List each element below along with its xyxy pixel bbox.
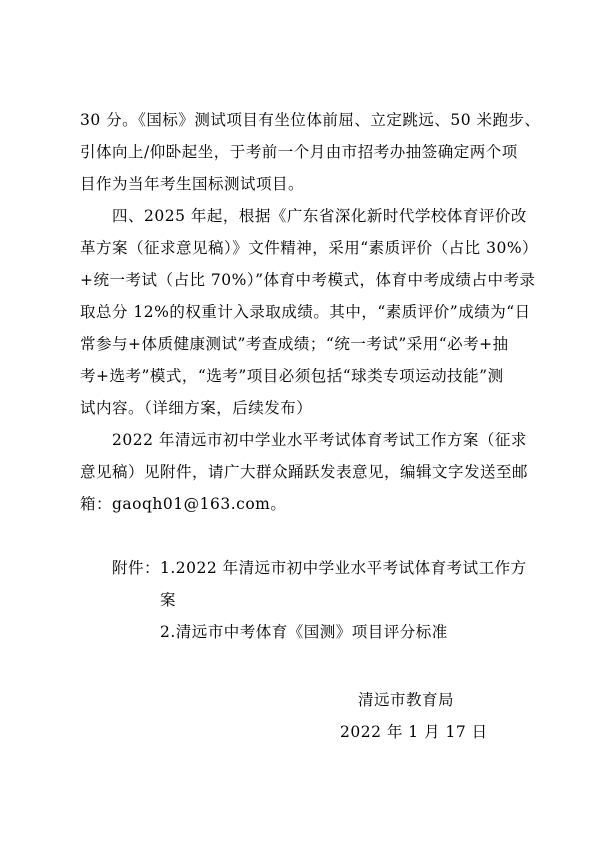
signature-date: 2022 年 1 月 17 日 <box>340 723 488 741</box>
paragraph-line: 30 分。《国标》测试项目有坐位体前屈、立定跳远、50 米跑步、 <box>80 111 541 129</box>
paragraph-line: 试内容。（详细方案，后续发布） <box>80 399 313 417</box>
paragraph-line: 四、2025 年起，根据《广东省深化新时代学校体育评价改 <box>112 207 527 225</box>
paragraph-line: 革方案（征求意见稿）》文件精神，采用“素质评价（占比 30%） <box>80 239 539 257</box>
attachment-item-2: 2.清远市中考体育《国测》项目评分标准 <box>160 623 448 641</box>
signature-org: 清远市教育局 <box>358 691 455 709</box>
attachment-item-1-continued: 案 <box>160 591 177 609</box>
email-line: 箱：gaoqh01@163.com。 <box>80 495 287 513</box>
paragraph-line: 常参与+体质健康测试”考查成绩；“统一考试”采用“必考+抽 <box>80 335 509 353</box>
paragraph-line: 引体向上/仰卧起坐，于考前一个月由市招考办抽签确定两个项 <box>80 143 518 161</box>
paragraph-line: +统一考试（占比 70%）”体育中考模式，体育中考成绩占中考录 <box>80 271 536 289</box>
paragraph-line: 考+选考”模式，“选考”项目必须包括“球类专项运动技能”测 <box>80 367 504 385</box>
paragraph-line: 目作为当年考生国标测试项目。 <box>80 175 305 193</box>
paragraph-line: 意见稿）见附件，请广大群众踊跃发表意见，编辑文字发送至邮 <box>80 463 529 481</box>
paragraph-line: 2022 年清远市初中学业水平考试体育考试工作方案（征求 <box>112 431 527 449</box>
paragraph-line: 取总分 12%的权重计入录取成绩。其中，“素质评价”成绩为“日 <box>80 303 531 321</box>
attachment-item-1: 附件：1.2022 年清远市初中学业水平考试体育考试工作方 <box>112 559 527 577</box>
